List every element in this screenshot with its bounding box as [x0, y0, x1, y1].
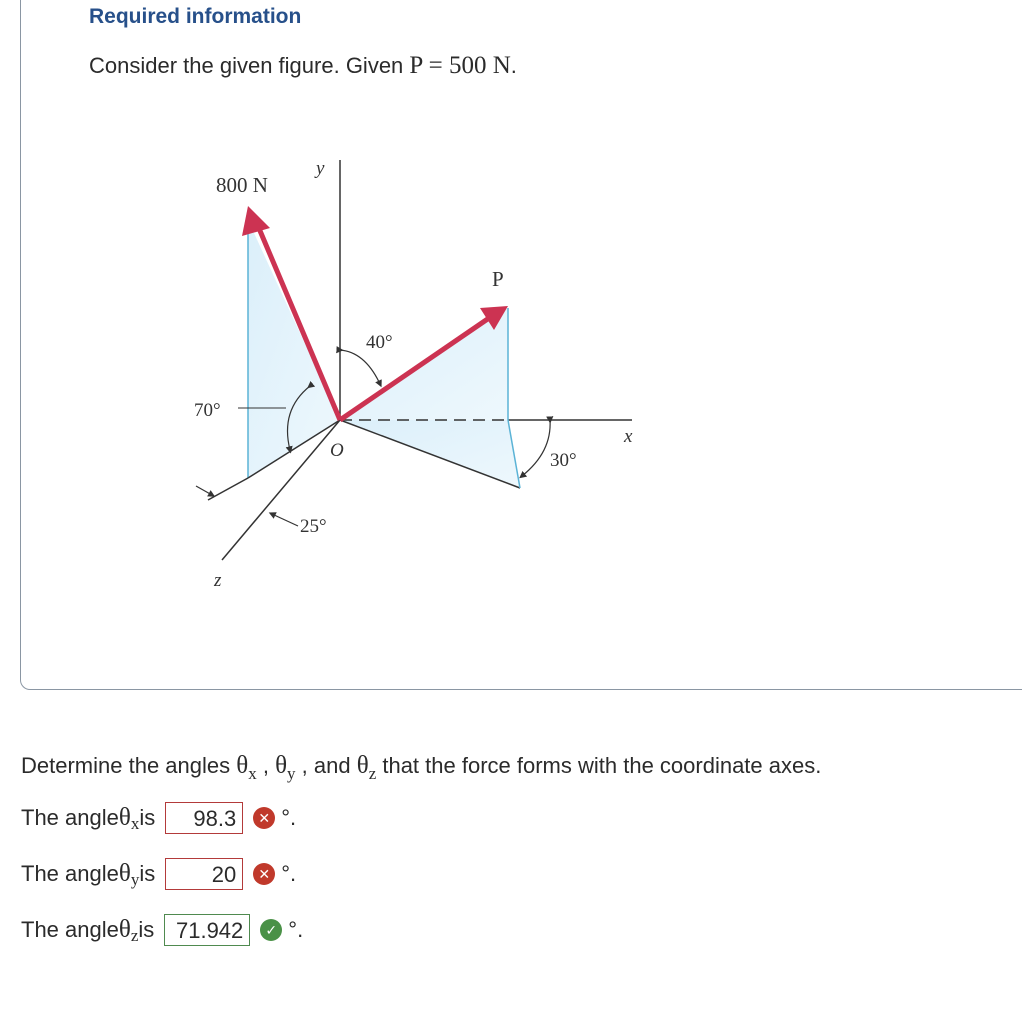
given-math: P = 500 N	[409, 52, 511, 79]
label-p: P	[492, 267, 504, 291]
given-end: .	[510, 53, 517, 78]
theta-x-input[interactable]: 98.3	[165, 802, 243, 834]
proj-800-extend	[208, 478, 248, 500]
answer-row-theta-x: The angle θ x is 98.3 ✕ °.	[21, 804, 297, 833]
arc-40	[340, 350, 380, 384]
given-statement	[89, 52, 517, 80]
label-z: z	[214, 570, 222, 591]
answer-row-theta-y: The angle θ y is 20 ✕ °.	[21, 860, 297, 889]
label-o: O	[330, 440, 344, 461]
label-y: y	[316, 158, 325, 179]
force-figure	[180, 140, 660, 605]
label-70: 70°	[194, 400, 221, 421]
theta-y-input[interactable]: 20	[165, 858, 243, 890]
label-800n: 800 N	[216, 173, 268, 197]
force-800n-head	[242, 206, 270, 236]
label-40: 40°	[366, 332, 393, 353]
question-text: Determine the angles $\theta_x$ , $\theta_y$ , and $\theta_z$ that the force forms with the coordinate axes.	[21, 752, 822, 783]
answer-row-theta-z: The angle θ z is 71.942 ✓ °.	[21, 916, 304, 945]
plane-800n	[248, 220, 340, 478]
section-title: Required information	[89, 5, 302, 28]
label-25: 25°	[300, 516, 327, 537]
incorrect-icon: ✕	[253, 807, 275, 829]
theta-z-input[interactable]: 71.942	[164, 914, 250, 946]
correct-check-icon: ✓	[260, 919, 282, 941]
given-text: Consider the given figure. Given	[89, 53, 410, 78]
label-30: 30°	[550, 450, 577, 471]
arc-30	[522, 420, 550, 476]
leader-z-arrow	[196, 486, 212, 495]
label-x: x	[624, 426, 633, 447]
incorrect-icon: ✕	[253, 863, 275, 885]
leader-25	[272, 514, 298, 526]
force-diagram	[180, 140, 660, 600]
